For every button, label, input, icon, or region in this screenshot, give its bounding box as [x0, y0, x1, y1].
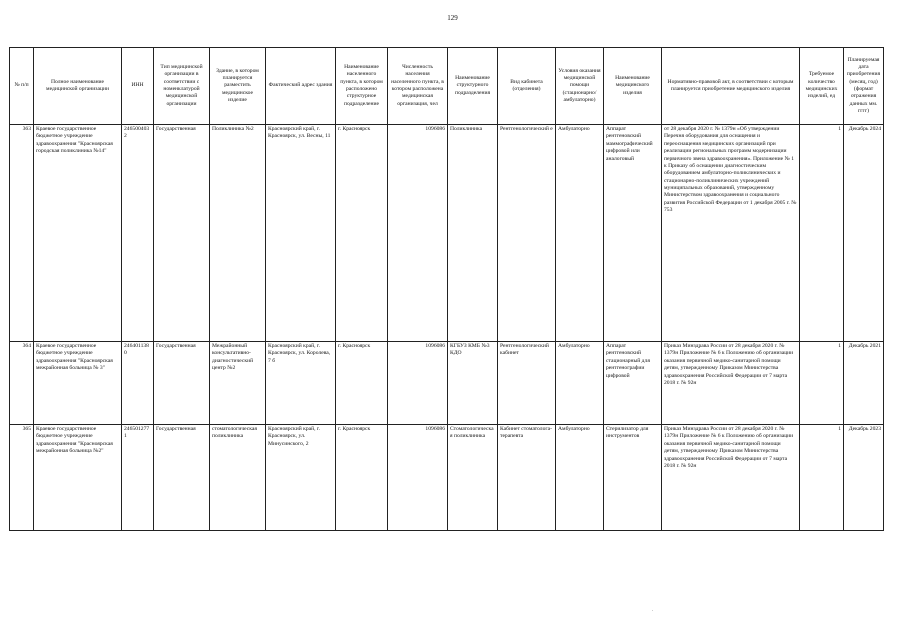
cell-date: Декабрь 2024 [844, 125, 884, 342]
cell-locality: г. Красноярск [336, 425, 388, 531]
cell-conditions: Амбулаторно [556, 342, 604, 425]
cell-conditions: Амбулаторно [556, 425, 604, 531]
cell-inn: 2465004032 [122, 125, 154, 342]
cell-population: 1096086 [388, 342, 448, 425]
col-header-population: Численность населения населенного пункта, в котором расположена медицинская организация, чел [388, 48, 448, 125]
table-row [10, 425, 884, 531]
cell-org: Краевое государственное бюджетное учреждение здравоохранения "Красноярская межрайонная больница №2" [34, 425, 122, 531]
cell-address: Красноярский край, г. Красноярск, ул. Весны, 11 [266, 125, 336, 342]
cell-unit: КГБУЗ КМБ №3 КДО [448, 342, 498, 425]
col-header-org: Полное наименование медицинской организации [34, 48, 122, 125]
cell-building: стоматологическая поликлиника [210, 425, 266, 531]
col-header-conditions: Условия оказания медицинской помощи (стационарно/ амбулаторно) [556, 48, 604, 125]
col-header-date: Планируемая дата приобретения (месяц, год) (формат отражения данных мм. гггг) [844, 48, 884, 125]
cell-qty: 1 [800, 342, 844, 425]
cell-number: 364 [10, 342, 34, 425]
cell-act: Приказ Минздрава России от 28 декабря 2020 г. № 1379н Приложение № 6 к Положению об организации оказания первичной медико-санитарной помощи детям, утвержденному Приказом Министерства здравоохранения Российской Федерации от 7 марта 2018 г. № 92н [662, 342, 800, 425]
cell-conditions: Амбулаторно [556, 125, 604, 342]
page-number: 129 [447, 14, 458, 22]
col-header-locality: Наименование населенного пункта, в котором расположено структурное подразделение [336, 48, 388, 125]
cell-date: Декабрь 2021 [844, 342, 884, 425]
col-header-device: Наименование медицинского изделия [604, 48, 662, 125]
col-header-type: Тип медицинской организации в соответствии с номенклатурой медицинской организации [154, 48, 210, 125]
cell-unit: Стоматологическая поликлиника [448, 425, 498, 531]
col-header-unit: Наименование структурного подразделения [448, 48, 498, 125]
cell-inn: 2464011380 [122, 342, 154, 425]
cell-device: Аппарат рентгеновский стационарный для рентгенографии цифровой [604, 342, 662, 425]
cell-device: Стерилизатор для инструментов [604, 425, 662, 531]
header-row [10, 48, 884, 125]
cell-building: Поликлиника №2 [210, 125, 266, 342]
cell-population: 1096086 [388, 125, 448, 342]
cell-locality: г. Красноярск [336, 342, 388, 425]
col-header-inn: ИНН [122, 48, 154, 125]
table-row [10, 342, 884, 425]
cell-building: Межрайонный консультативно-диагностический центр №2 [210, 342, 266, 425]
col-header-number: № п/п [10, 48, 34, 125]
col-header-qty: Требуемое количество медицинских изделий, ед [800, 48, 844, 125]
cell-address: Красноярский край, г. Красноярск, ул. Минусинского, 2 [266, 425, 336, 531]
scan-mark: . [652, 608, 654, 613]
cell-number: 365 [10, 425, 34, 531]
cell-cabinet: Кабинет стоматолога-терапевта [498, 425, 556, 531]
cell-org: Краевое государственное бюджетное учреждение здравоохранения "Красноярская городская поликлиника №14" [34, 125, 122, 342]
col-header-cabinet: Вид кабинета (отделения) [498, 48, 556, 125]
cell-address: Красноярский край, г. Красноярск, ул. Королева, 7 б [266, 342, 336, 425]
cell-device: Аппарат рентгеновский маммографический цифровой или аналоговый [604, 125, 662, 342]
register-table [9, 47, 884, 531]
cell-type: Государственная [154, 342, 210, 425]
cell-act: от 28 декабря 2020 г. № 1379н «Об утверждении Перечня оборудования для оснащения и переоснащения медицинских организаций при реализации региональных программ модернизации первичного звена здравоохранения». Приложение № 1 к Приказу об оснащении диагностическим оборудованием амбулаторно-поликлинических и стационарно-поликлинических учреждений муниципальных образований, утвержденному Министерством здравоохранения и социального развития Российской Федерации от 1 декабря 2005 г. № 753 [662, 125, 800, 342]
cell-cabinet: Рентгенологический кабинет [498, 342, 556, 425]
cell-unit: Поликлиника [448, 125, 498, 342]
col-header-act: Нормативно-правовой акт, в соответствии с которым планируется приобретение медицинского изделия [662, 48, 800, 125]
cell-locality: г. Красноярск [336, 125, 388, 342]
col-header-address: Фактический адрес здания [266, 48, 336, 125]
cell-qty: 1 [800, 425, 844, 531]
cell-org: Краевое государственное бюджетное учреждение здравоохранения "Красноярская межрайонная больница № 3" [34, 342, 122, 425]
cell-inn: 2465012771 [122, 425, 154, 531]
cell-qty: 1 [800, 125, 844, 342]
cell-type: Государственная [154, 125, 210, 342]
cell-number: 363 [10, 125, 34, 342]
cell-date: Декабрь 2023 [844, 425, 884, 531]
col-header-building: Здание, в котором планируется разместить медицинское изделие [210, 48, 266, 125]
cell-act: Приказ Минздрава России от 28 декабря 2020 г. № 1379н Приложение № 6 к Положению об организации оказания первичной медико-санитарной помощи детям, утвержденному Приказом Министерства здравоохранения Российской Федерации от 7 марта 2018 г. № 92н [662, 425, 800, 531]
cell-cabinet: Рентгенологический е [498, 125, 556, 342]
cell-type: Государственная [154, 425, 210, 531]
cell-population: 1096086 [388, 425, 448, 531]
table-row [10, 125, 884, 342]
